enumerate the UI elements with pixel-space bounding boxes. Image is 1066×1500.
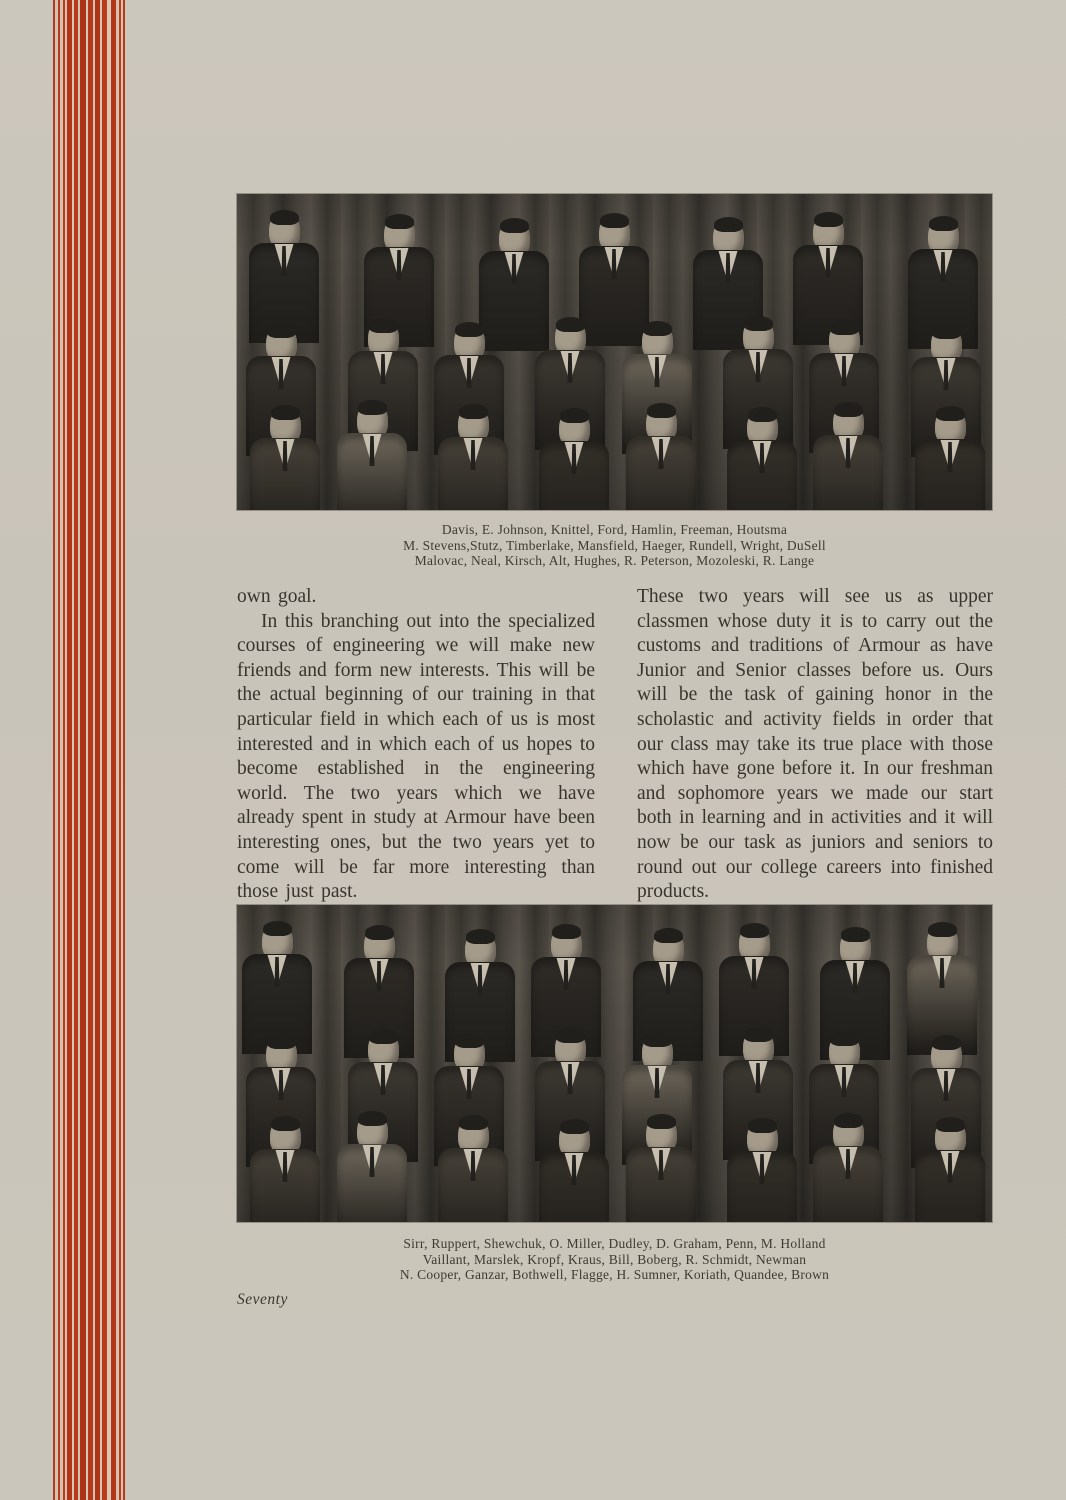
person-hair xyxy=(365,925,394,940)
person-tie xyxy=(655,357,660,387)
person-tie xyxy=(381,354,386,384)
person-tie xyxy=(478,965,483,995)
group-photo-top xyxy=(237,194,992,510)
caption-line: M. Stevens,Stutz, Timberlake, Mansfield, Haeger, Rundell, Wright, DuSell xyxy=(403,537,826,553)
person-suit xyxy=(727,1151,797,1222)
caption-line: Sirr, Ruppert, Shewchuk, O. Miller, Dudley, D. Graham, Penn, M. Holland xyxy=(403,1236,826,1251)
person-figure xyxy=(532,410,616,510)
person-tie xyxy=(726,253,731,283)
person-tie xyxy=(948,442,953,472)
person-tie xyxy=(279,1070,284,1100)
person-hair xyxy=(270,210,299,225)
body-text-left-column xyxy=(237,585,595,905)
person-suit xyxy=(438,1148,508,1222)
person-tie xyxy=(283,1152,288,1182)
person-tie xyxy=(846,438,851,468)
person-hair xyxy=(459,1115,488,1130)
person-hair xyxy=(936,406,965,421)
person-suit xyxy=(626,436,696,510)
person-tie xyxy=(846,1149,851,1179)
person-tie xyxy=(760,1154,765,1184)
person-hair xyxy=(263,921,292,936)
person-hair xyxy=(556,317,585,332)
person-suit xyxy=(438,437,508,510)
person-hair xyxy=(267,323,296,338)
person-hair xyxy=(748,407,777,422)
person-hair xyxy=(830,320,859,335)
person-tie xyxy=(471,440,476,470)
person-tie xyxy=(666,964,671,994)
person-hair xyxy=(500,218,529,233)
person-tie xyxy=(944,1071,949,1101)
person-tie xyxy=(370,436,375,466)
person-tie xyxy=(377,961,382,991)
person-hair xyxy=(748,1118,777,1133)
person-figure xyxy=(330,1113,414,1222)
person-suit xyxy=(915,1150,985,1222)
person-tie xyxy=(760,443,765,473)
caption-bottom xyxy=(237,1236,992,1283)
person-hair xyxy=(830,1031,859,1046)
paragraph: In this branching out into the specialized courses of engineering we will make new friends and form new interests. This will be the actual beginning of our training in that particular field in which each of us is most interested and in which each of us hopes to become established in the engineering world. The two years which we have already spent in study at Armour have been interesting ones, but the two years yet to come will be far more interesting than those just past. xyxy=(237,610,595,903)
person-figure xyxy=(431,406,515,510)
person-tie xyxy=(756,352,761,382)
person-hair xyxy=(560,408,589,423)
person-tie xyxy=(659,1150,664,1180)
person-tie xyxy=(564,960,569,990)
person-tie xyxy=(283,441,288,471)
person-figure xyxy=(243,1118,327,1222)
person-figure xyxy=(243,407,327,510)
person-hair xyxy=(600,213,629,228)
person-tie xyxy=(572,444,577,474)
person-figure xyxy=(806,1115,890,1222)
paragraph: These two years will see us as upper classmen whose duty it is to carry out the customs and traditions of Armour as have Junior and Senior classes before us. Ours will be the task of gaining honor in the scholastic and activity fields in order that our class may take its true place with those which have gone before it. In our freshman and sophomore years we made our start both in learning and in activities and it will now be our task as juniors and seniors to round out our college careers into finished products. xyxy=(637,586,993,903)
group-photo-bottom xyxy=(237,905,992,1222)
person-figure xyxy=(806,404,890,510)
red-stripe-border xyxy=(53,0,125,1500)
person-tie xyxy=(467,1069,472,1099)
person-figure xyxy=(720,409,804,510)
person-suit xyxy=(915,439,985,510)
person-hair xyxy=(834,1113,863,1128)
person-hair xyxy=(643,1032,672,1047)
person-hair xyxy=(814,212,843,227)
person-hair xyxy=(647,403,676,418)
person-tie xyxy=(282,246,287,276)
person-tie xyxy=(948,1153,953,1183)
person-tie xyxy=(572,1155,577,1185)
person-suit xyxy=(337,1144,407,1222)
person-tie xyxy=(659,439,664,469)
person-tie xyxy=(568,1064,573,1094)
person-tie xyxy=(381,1065,386,1095)
person-hair xyxy=(455,322,484,337)
person-hair xyxy=(271,405,300,420)
person-hair xyxy=(560,1119,589,1134)
person-hair xyxy=(556,1028,585,1043)
person-suit xyxy=(626,1147,696,1222)
person-tie xyxy=(568,353,573,383)
person-tie xyxy=(941,252,946,282)
person-hair xyxy=(740,923,769,938)
person-suit xyxy=(250,1149,320,1222)
person-hair xyxy=(841,927,870,942)
person-hair xyxy=(744,1027,773,1042)
person-hair xyxy=(552,924,581,939)
caption-line: N. Cooper, Ganzar, Bothwell, Flagge, H. Sumner, Koriath, Quandee, Brown xyxy=(399,1267,830,1282)
person-hair xyxy=(369,318,398,333)
person-tie xyxy=(612,249,617,279)
person-hair xyxy=(385,214,414,229)
body-text-right-column xyxy=(637,585,993,905)
person-tie xyxy=(756,1063,761,1093)
person-tie xyxy=(842,356,847,386)
person-tie xyxy=(397,250,402,280)
person-hair xyxy=(647,1114,676,1129)
person-suit xyxy=(539,441,609,510)
person-suit xyxy=(337,433,407,510)
person-tie xyxy=(944,360,949,390)
person-suit xyxy=(813,435,883,510)
person-hair xyxy=(466,929,495,944)
person-tie xyxy=(279,359,284,389)
person-tie xyxy=(370,1147,375,1177)
person-suit xyxy=(727,440,797,510)
person-hair xyxy=(643,321,672,336)
caption-line: Malovac, Neal, Kirsch, Alt, Hughes, R. Peterson, Mozoleski, R. Lange xyxy=(414,553,815,568)
person-hair xyxy=(936,1117,965,1132)
page-number: Seventy xyxy=(237,1291,288,1308)
person-hair xyxy=(459,404,488,419)
person-hair xyxy=(932,1035,961,1050)
person-figure xyxy=(619,405,703,510)
person-figure xyxy=(908,1119,992,1222)
person-hair xyxy=(714,217,743,232)
person-hair xyxy=(744,316,773,331)
person-tie xyxy=(826,248,831,278)
person-suit xyxy=(250,438,320,510)
person-hair xyxy=(267,1034,296,1049)
caption-line: Davis, E. Johnson, Knittel, Ford, Hamlin, Freeman, Houtsma xyxy=(441,522,788,537)
person-tie xyxy=(655,1068,660,1098)
person-figure xyxy=(431,1117,515,1222)
caption-top xyxy=(237,522,992,569)
person-hair xyxy=(369,1029,398,1044)
person-tie xyxy=(853,963,858,993)
person-hair xyxy=(358,400,387,415)
person-hair xyxy=(271,1116,300,1131)
person-figure xyxy=(532,1121,616,1222)
person-figure xyxy=(619,1116,703,1222)
person-tie xyxy=(512,254,517,284)
person-suit xyxy=(539,1152,609,1222)
person-tie xyxy=(752,959,757,989)
person-suit xyxy=(813,1146,883,1222)
paragraph: own goal. xyxy=(237,586,317,607)
person-tie xyxy=(467,358,472,388)
person-hair xyxy=(455,1033,484,1048)
person-hair xyxy=(928,922,957,937)
person-hair xyxy=(654,928,683,943)
person-tie xyxy=(842,1067,847,1097)
person-figure xyxy=(720,1120,804,1222)
caption-line: Vaillant, Marslek, Kropf, Kraus, Bill, Boberg, R. Schmidt, Newman xyxy=(422,1251,807,1267)
person-figure xyxy=(330,402,414,510)
person-hair xyxy=(929,216,958,231)
person-hair xyxy=(834,402,863,417)
person-tie xyxy=(471,1151,476,1181)
person-tie xyxy=(940,958,945,988)
person-tie xyxy=(275,957,280,987)
person-hair xyxy=(358,1111,387,1126)
person-figure xyxy=(908,408,992,510)
person-hair xyxy=(932,324,961,339)
